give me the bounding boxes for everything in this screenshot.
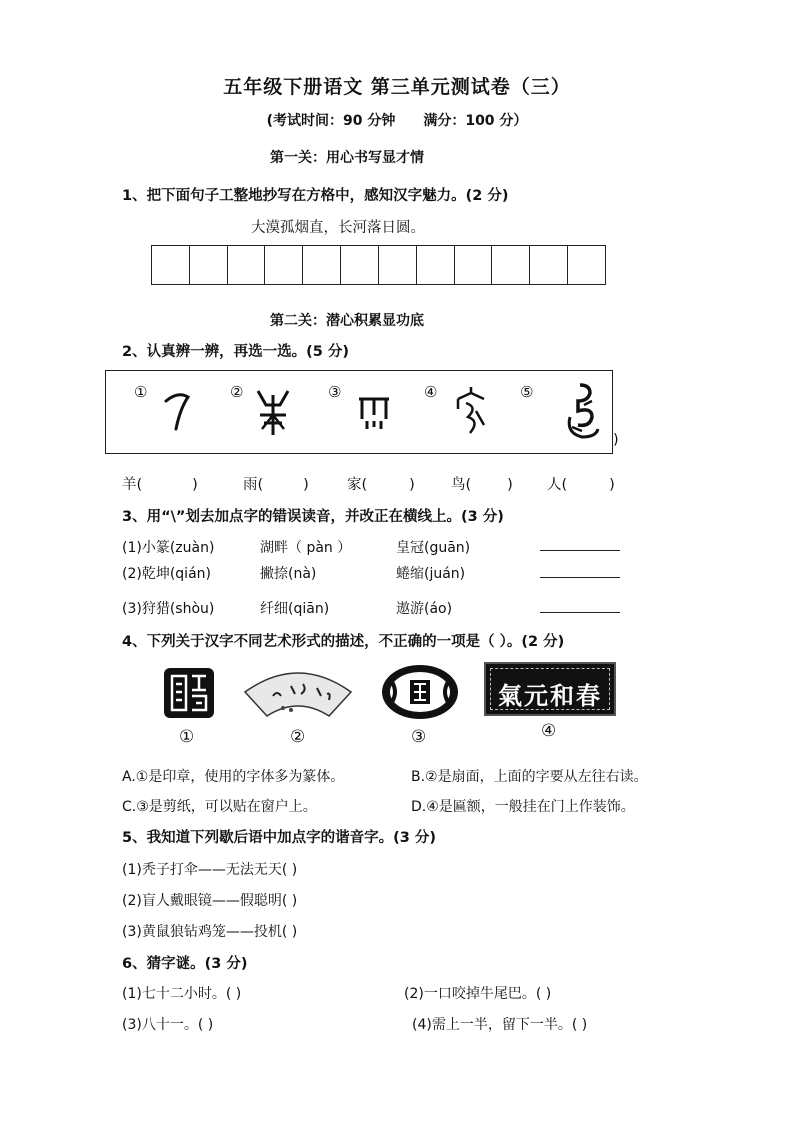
q4-prompt: 4、下列关于汉字不同艺术形式的描述，不正确的一项是（ ）。(2 分) — [122, 634, 565, 650]
q5-item[interactable]: (3)黄鼠狼钻鸡笼——投机( ) — [122, 924, 298, 940]
ancient-glyph-box — [105, 370, 613, 454]
q6-item[interactable]: (1)七十二小时。( ) — [122, 986, 242, 1002]
plaque-image — [484, 662, 616, 716]
exam-info — [0, 110, 794, 130]
q2-prompt: 2、认真辨一辨，再选一选。(5 分) — [122, 344, 349, 360]
glyph-number-1: ① — [134, 383, 148, 401]
q3-answer-line[interactable] — [540, 536, 620, 555]
grid-cell[interactable] — [303, 246, 341, 284]
grid-cell[interactable] — [190, 246, 228, 284]
q4-option-c[interactable]: C.③是剪纸，可以贴在窗户上。 — [122, 799, 317, 815]
q5-item[interactable]: (1)秃子打伞——无法无天( ) — [122, 862, 298, 878]
q3-item: (3)狩猎(shòu) — [122, 601, 215, 617]
q5-item[interactable]: (2)盲人戴眼镜——假聪明( ) — [122, 893, 298, 909]
q4-option-b[interactable]: B.②是扇面，上面的字要从左往右读。 — [411, 769, 648, 785]
answer-bird[interactable]: 鸟( ) — [451, 477, 513, 493]
ancient-glyph-bird — [562, 381, 602, 443]
grid-cell[interactable] — [341, 246, 379, 284]
glyph-number-2: ② — [230, 383, 244, 401]
exam-time: (考试时间：90 分钟 — [266, 113, 396, 129]
glyph-number-4: ④ — [424, 383, 438, 401]
seal-image — [162, 666, 216, 720]
q3-item: 纤细(qiān) — [260, 601, 330, 617]
answer-person[interactable]: 人( ) — [547, 477, 615, 493]
grid-cell[interactable] — [530, 246, 568, 284]
fan-image — [243, 666, 353, 718]
q3-prompt: 3、用“\”划去加点字的错误读音，并改正在横线上。(3 分) — [122, 509, 504, 525]
ancient-glyph-sheep — [252, 385, 294, 439]
q3-item: 蜷缩(juán) — [396, 566, 466, 582]
grid-cell[interactable] — [568, 246, 605, 284]
q3-item: 撇捺(nà) — [260, 566, 317, 582]
q3-item: (1)小篆(zuàn) — [122, 540, 215, 556]
q6-item[interactable]: (2)一口咬掉牛尾巴。( ) — [404, 986, 552, 1002]
q3-item: 皇冠(guān) — [396, 540, 471, 556]
grid-cell[interactable] — [228, 246, 266, 284]
writing-grid[interactable] — [151, 245, 606, 285]
q3-answer-line[interactable] — [540, 598, 620, 617]
q5-prompt: 5、我知道下列歇后语中加点字的谐音字。(3 分) — [122, 830, 436, 846]
caption-4: ④ — [541, 721, 557, 741]
q3-item: 遨游(áo) — [396, 601, 453, 617]
glyph-box-paren: ) — [613, 432, 619, 448]
level-1-heading: 第一关：用心书写显才情 — [270, 150, 424, 166]
q1-prompt: 1、把下面句子工整地抄写在方格中，感知汉字魅力。(2 分) — [122, 188, 509, 204]
grid-cell[interactable] — [265, 246, 303, 284]
plaque-text: 氣元和春 — [498, 681, 602, 710]
grid-cell[interactable] — [152, 246, 190, 284]
answer-home[interactable]: 家( ) — [347, 477, 415, 493]
caption-3: ③ — [411, 727, 427, 747]
ancient-glyph-person — [158, 383, 194, 435]
q3-answer-line[interactable] — [540, 563, 620, 582]
ancient-glyph-rain — [356, 393, 392, 433]
answer-sheep[interactable]: 羊( ) — [122, 477, 198, 493]
q4-option-a[interactable]: A.①是印章，使用的字体多为篆体。 — [122, 769, 345, 785]
caption-2: ② — [290, 727, 306, 747]
q3-item: 湖畔（ pàn ） — [260, 540, 352, 556]
q6-prompt: 6、猜字谜。(3 分) — [122, 956, 248, 972]
q4-option-d[interactable]: D.④是匾额，一般挂在门上作装饰。 — [411, 799, 635, 815]
grid-cell[interactable] — [417, 246, 455, 284]
q1-sentence: 大漠孤烟直，长河落日圆。 — [251, 220, 425, 236]
page-title: 五年级下册语文 第三单元测试卷（三） — [223, 76, 571, 98]
full-score: 满分：100 分） — [423, 113, 528, 129]
grid-cell[interactable] — [455, 246, 493, 284]
paper-cut-image — [380, 662, 460, 722]
q6-item[interactable]: (3)八十一。( ) — [122, 1017, 214, 1033]
q6-item[interactable]: (4)需上一半，留下一半。( ) — [412, 1017, 588, 1033]
q3-item: (2)乾坤(qián) — [122, 566, 211, 582]
grid-cell[interactable] — [379, 246, 417, 284]
grid-cell[interactable] — [492, 246, 530, 284]
caption-1: ① — [179, 727, 195, 747]
glyph-number-3: ③ — [328, 383, 342, 401]
ancient-glyph-home — [454, 385, 488, 437]
glyph-number-5: ⑤ — [520, 383, 534, 401]
answer-rain[interactable]: 雨( ) — [243, 477, 309, 493]
level-2-heading: 第二关：潜心积累显功底 — [270, 313, 424, 329]
